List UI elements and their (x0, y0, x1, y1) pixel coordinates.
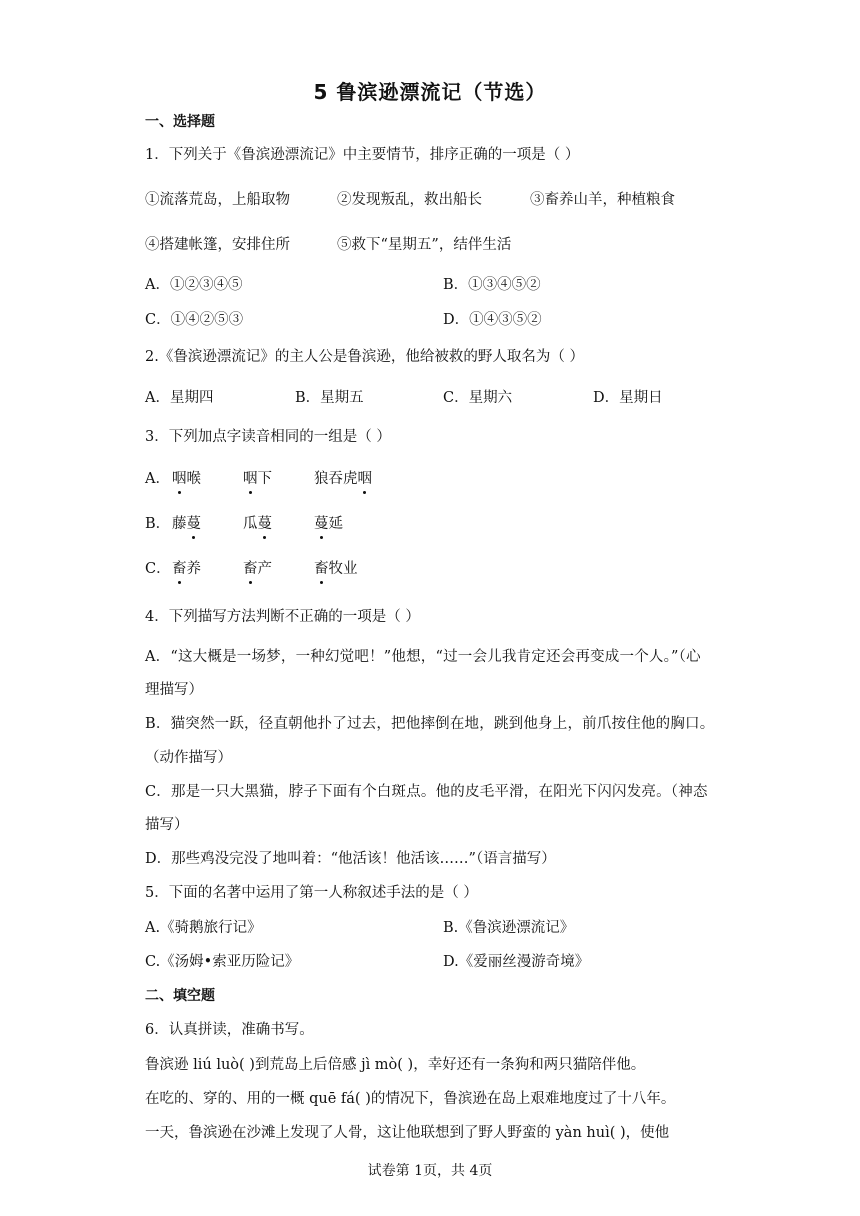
page-title: 5 鲁滨逊漂流记（节选） (313, 80, 547, 104)
q6-line-1[interactable]: 鲁滨逊 liú luò( )到荒岛上后倍感 jì mò( )，幸好还有一条狗和两只猫陪伴他。 (145, 1057, 646, 1073)
q1-option-b[interactable]: B．①③④⑤② (443, 277, 541, 293)
q4-option-b[interactable]: B．猫突然一跃，径直朝他扑了过去，把他摔倒在地，跳到他身上，前爪按住他的胸口。 (145, 716, 715, 732)
q1-item-1: ①流落荒岛，上船取物 (145, 192, 290, 208)
dotted-char: 蔓 (257, 516, 272, 532)
q1-option-a[interactable]: A．①②③④⑤ (145, 277, 243, 293)
q1-item-3: ③畜养山羊，种植粮食 (530, 192, 675, 208)
q3-word: 咽下 (243, 471, 272, 487)
q4-option-c-cont: 描写） (145, 817, 189, 833)
dotted-char: 咽 (172, 471, 187, 487)
q6-line-3[interactable]: 一天，鲁滨逊在沙滩上发现了人骨，这让他联想到了野人野蛮的 yàn huì( )，使他 (145, 1125, 670, 1141)
q4-option-a[interactable]: A．“这大概是一场梦，一种幻觉吧！”他想，“过一会儿我肯定还会再变成一个人。”（心 (145, 649, 701, 665)
q2-stem: 2.《鲁滨逊漂流记》的主人公是鲁滨逊，他给被救的野人取名为（ ） (145, 349, 584, 365)
q4-option-c[interactable]: C．那是一只大黑猫，脖子下面有个白斑点。他的皮毛平滑，在阳光下闪闪发亮。（神态 (145, 784, 708, 800)
q3-row-label: B． (145, 516, 171, 532)
page-footer: 试卷第 1页，共 4页 (367, 1163, 493, 1179)
section-choice-heading: 一、选择题 (145, 114, 215, 130)
q2-option-a[interactable]: A．星期四 (145, 390, 214, 406)
q3-word: 瓜蔓 (243, 516, 272, 532)
q6-stem: 6．认真拼读，准确书写。 (145, 1022, 314, 1038)
section-fill-heading: 二、填空题 (145, 988, 215, 1004)
dotted-char: 畜 (243, 561, 258, 577)
q4-stem: 4．下列描写方法判断不正确的一项是（ ） (145, 609, 420, 625)
q3-word: 蔓延 (314, 516, 343, 532)
q4-option-a-cont: 理描写） (145, 682, 203, 698)
q4-option-b-cont: （动作描写） (145, 750, 232, 766)
q3-row-label: A． (145, 471, 170, 487)
q1-item-5: ⑤救下“星期五”，结伴生活 (337, 237, 512, 253)
q4-option-d[interactable]: D．那些鸡没完没了地叫着：“他活该！他活该……”（语言描写） (145, 851, 556, 867)
dotted-char: 咽 (357, 471, 372, 487)
q3-word: 藤蔓 (172, 516, 201, 532)
q2-option-d[interactable]: D．星期日 (593, 390, 663, 406)
q5-option-c[interactable]: C.《汤姆•索亚历险记》 (145, 954, 300, 970)
q1-option-d[interactable]: D．①④③⑤② (443, 312, 542, 328)
dotted-char: 畜 (314, 561, 329, 577)
q3-word: 狼吞虎咽 (314, 471, 372, 487)
q3-word: 畜养 (172, 561, 201, 577)
q3-row-label: C． (145, 561, 171, 577)
q5-option-d[interactable]: D.《爱丽丝漫游奇境》 (443, 954, 590, 970)
q5-stem: 5．下面的名著中运用了第一人称叙述手法的是（ ） (145, 885, 478, 901)
q3-word: 畜产 (243, 561, 272, 577)
q5-option-a[interactable]: A.《骑鹅旅行记》 (145, 920, 262, 936)
q2-option-b[interactable]: B．星期五 (295, 390, 364, 406)
q3-word: 咽喉 (172, 471, 201, 487)
q3-word: 畜牧业 (314, 561, 358, 577)
dotted-char: 咽 (243, 471, 258, 487)
q6-line-2[interactable]: 在吃的、穿的、用的一概 quē fá( )的情况下，鲁滨逊在岛上艰难地度过了十八年。 (145, 1091, 676, 1107)
dotted-char: 蔓 (314, 516, 329, 532)
dotted-char: 蔓 (186, 516, 201, 532)
q2-option-c[interactable]: C．星期六 (443, 390, 513, 406)
dotted-char: 畜 (172, 561, 187, 577)
q1-stem: 1．下列关于《鲁滨逊漂流记》中主要情节，排序正确的一项是（ ） (145, 147, 580, 163)
q3-stem: 3．下列加点字读音相同的一组是（ ） (145, 429, 391, 445)
q1-item-4: ④搭建帐篷，安排住所 (145, 237, 290, 253)
q1-option-c[interactable]: C．①④②⑤③ (145, 312, 244, 328)
q1-item-2: ②发现叛乱，救出船长 (337, 192, 482, 208)
q5-option-b[interactable]: B.《鲁滨逊漂流记》 (443, 920, 575, 936)
